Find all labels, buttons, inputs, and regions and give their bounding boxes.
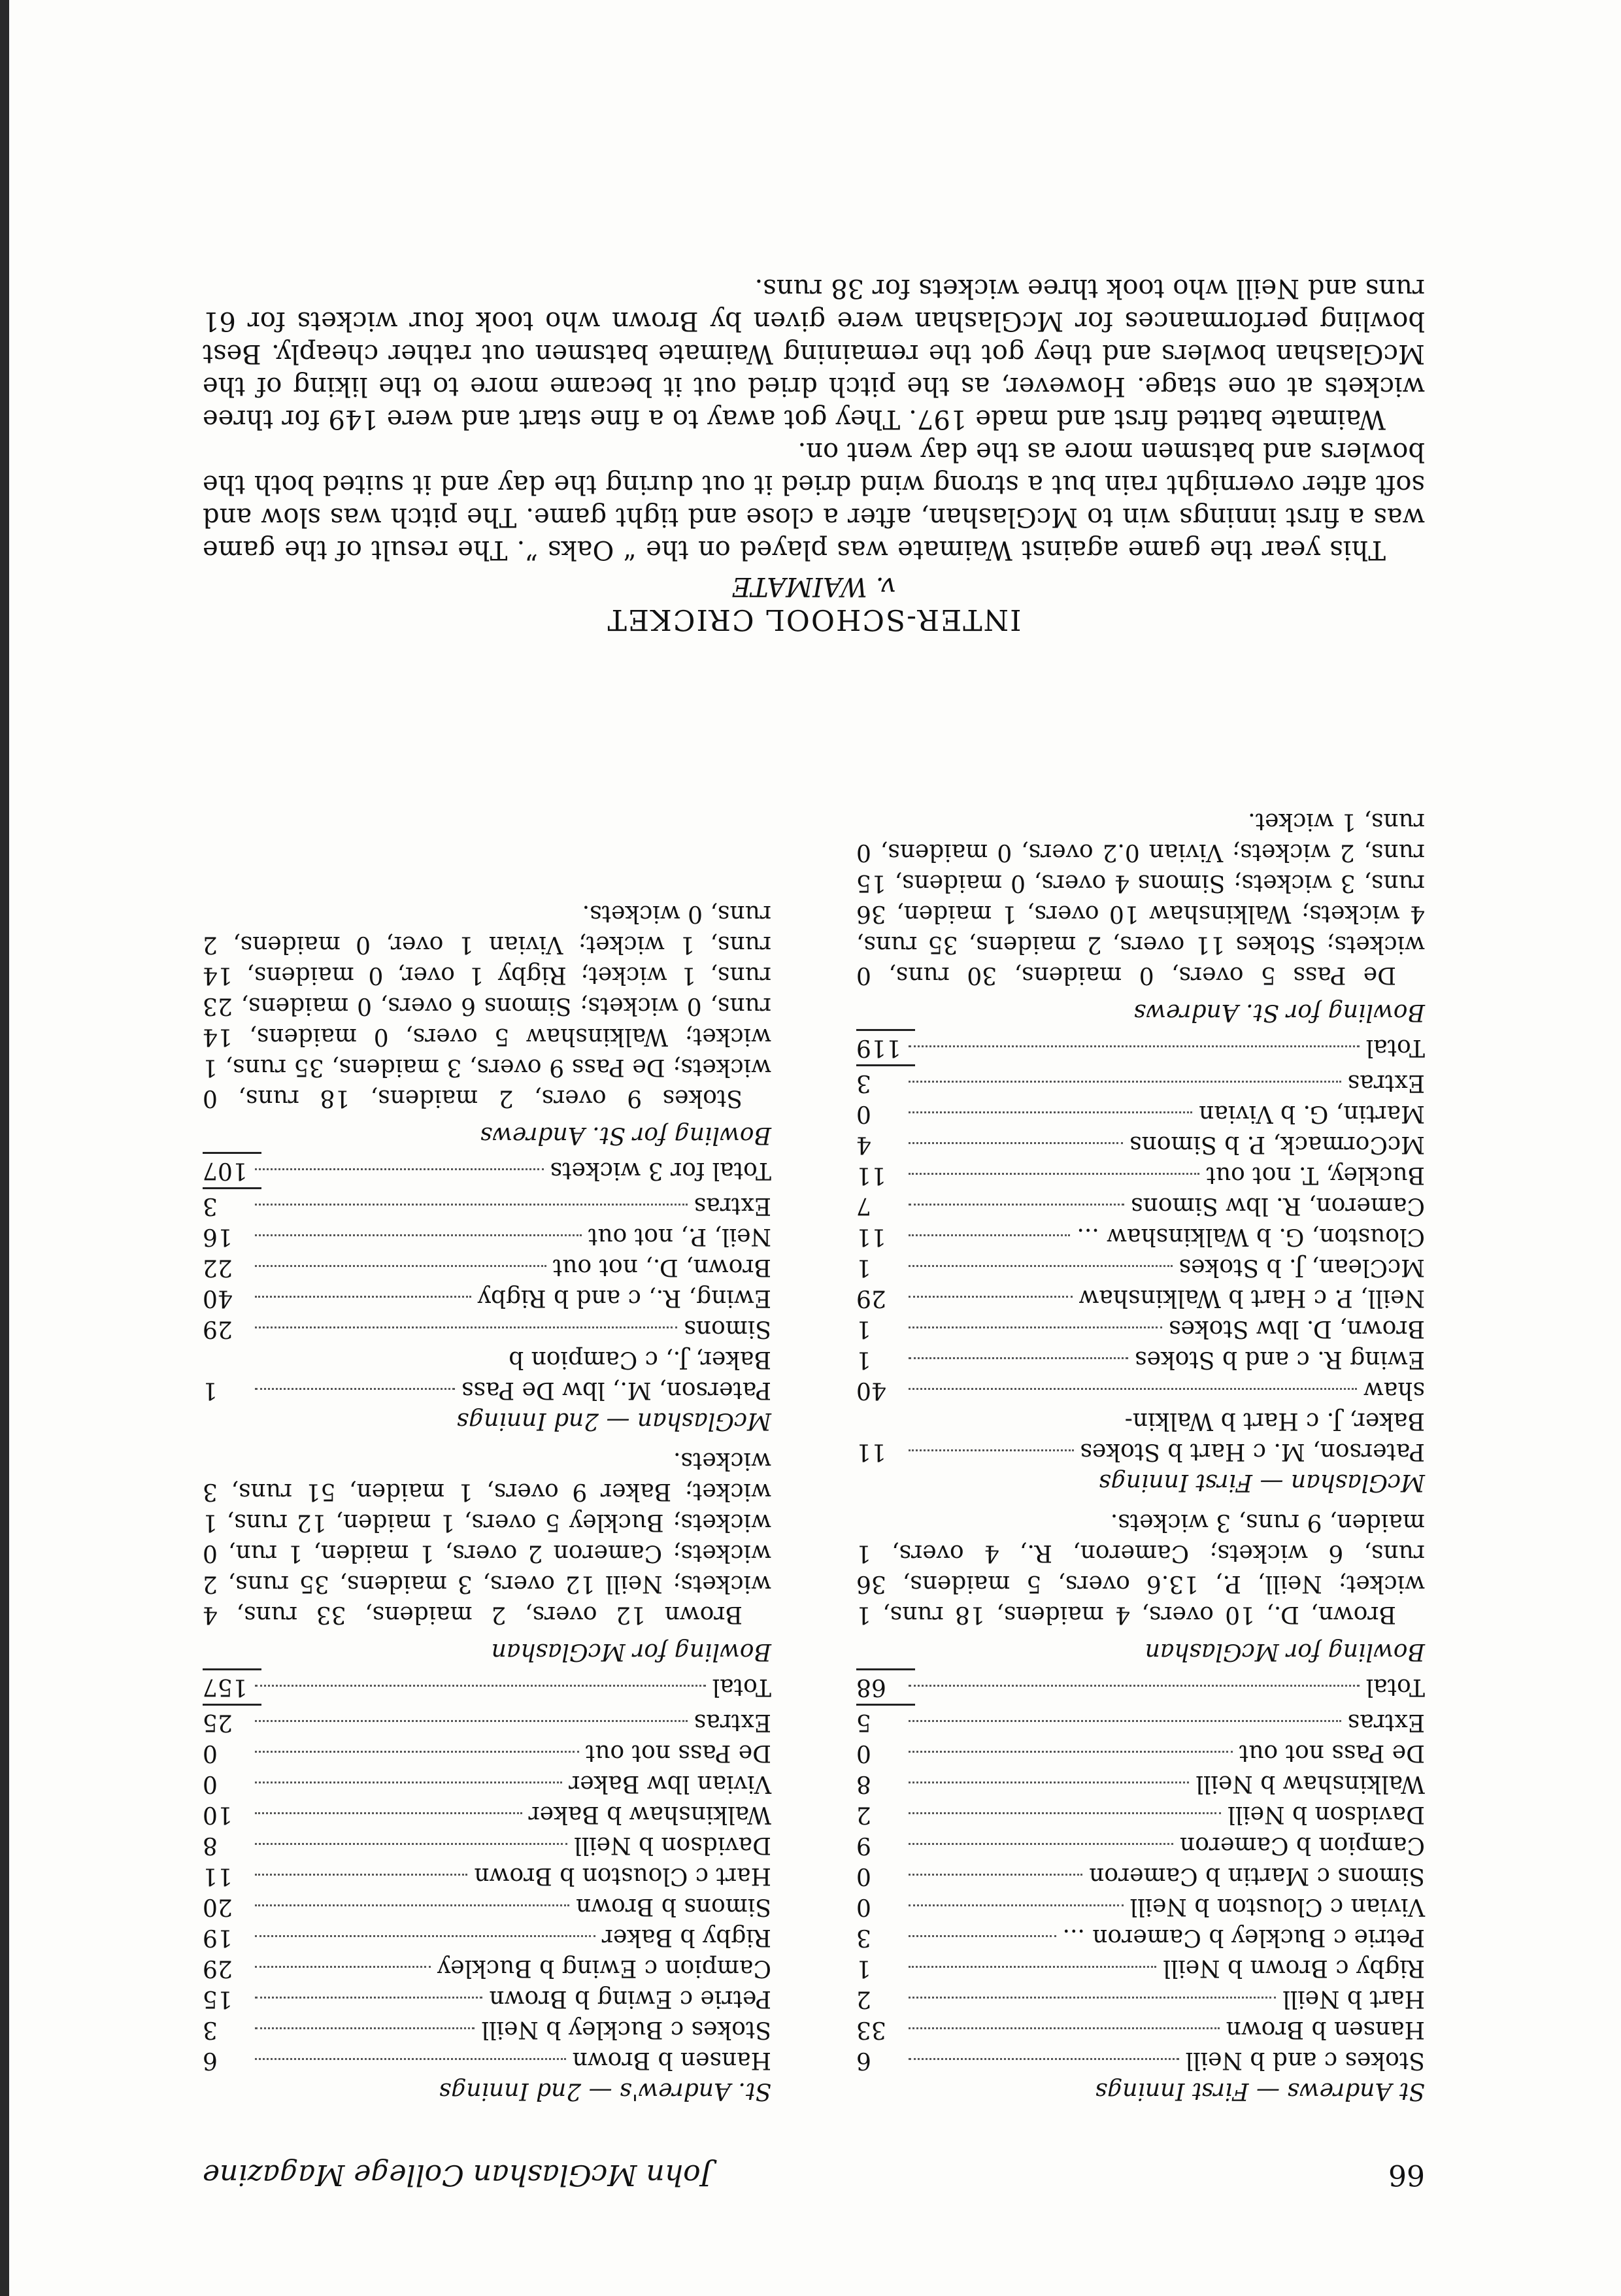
total-rule	[203, 1668, 261, 1670]
dot-leader	[909, 1781, 1189, 1783]
batsman-entry: Rigby c Brown b Neill	[1163, 1955, 1425, 1982]
score-row	[856, 1160, 1425, 1190]
total-value: 119	[856, 1034, 901, 1061]
score-row	[856, 1129, 1425, 1160]
section-title: Bowling for St. Andrews	[1133, 999, 1425, 1026]
batsman-entry: Vivian c Clouston b Neill	[1129, 1893, 1425, 1920]
batsman-entry: Extras	[694, 1192, 771, 1219]
scorecard-st-andrews-second	[203, 1707, 771, 2076]
dot-leader	[255, 1685, 706, 1687]
runs-value: 3	[856, 1070, 871, 1096]
batsman-entry: Stokes c Buckley b Neill	[481, 2016, 771, 2043]
dot-leader	[909, 1265, 1173, 1267]
runs-value: 5	[856, 1709, 871, 1736]
score-row	[203, 1344, 771, 1375]
dot-leader	[909, 1081, 1341, 1083]
total-rule	[856, 1668, 915, 1670]
section-heading: INTER-SCHOOL CRICKET	[606, 603, 1022, 636]
batsman-entry: Paterson, M., lbw De Pass	[461, 1377, 771, 1404]
batsman-entry: Neill, P. c Hart b Walkinshaw	[1078, 1285, 1425, 1311]
total-value: 107	[203, 1157, 248, 1184]
dot-leader	[909, 1812, 1221, 1814]
runs-value: 29	[203, 1955, 233, 1982]
dot-leader	[909, 1388, 1357, 1390]
batsman-entry: De Pass not out	[1239, 1740, 1425, 1766]
total-label: Total	[1365, 1674, 1425, 1700]
score-row	[203, 1768, 771, 1799]
batsman-entry: Hart c Clouston b Brown	[474, 1863, 771, 1889]
dot-leader	[255, 1204, 688, 1206]
score-row	[203, 1190, 771, 1221]
batsman-entry: Hart b Neill	[1282, 1985, 1425, 2012]
inter-school-section	[203, 272, 1425, 635]
bowling-figures: Stokes 9 overs, 2 maidens, 18 runs, 0 wickets; De Pass 9 overs, 3 maidens, 35 runs, 1 wicket; Walkinshaw 5 overs, 0 maidens, 14 runs, 0 wickets; Simons 6 overs, 0 maidens, 23 runs, 1 wicket; Rigby 1 over, 0 maidens, 14 runs, 1 wicket; Vivian 1 over, 0 maidens, 2 runs, 0 wickets.	[203, 900, 771, 1111]
score-row	[856, 1313, 1425, 1344]
dot-leader	[909, 2027, 1220, 2029]
scorecard-mcglashan-second	[203, 1190, 771, 1406]
dot-leader	[909, 2058, 1179, 2060]
score-row	[856, 1068, 1425, 1098]
score-row	[203, 1984, 771, 2014]
runs-value: 29	[203, 1315, 233, 1342]
runs-value: 1	[856, 1955, 871, 1982]
runs-value: 1	[856, 1254, 871, 1281]
dot-leader	[255, 1966, 431, 1968]
total-rule	[203, 1704, 261, 1706]
runs-value: 0	[856, 1100, 871, 1127]
total-label: Total	[1365, 1034, 1425, 1061]
dot-leader	[909, 1234, 1070, 1236]
section-title: McGlashan — 2nd Innings	[456, 1408, 771, 1434]
runs-value: 15	[203, 1985, 233, 2012]
batsman-entry: Davidson b Neill	[574, 1832, 771, 1859]
dot-leader	[255, 1326, 677, 1328]
section-title: St. Andrew's — 2nd Innings	[439, 2078, 771, 2104]
dot-leader	[255, 1997, 482, 1999]
left-column	[856, 797, 1425, 2106]
total-row	[203, 1672, 771, 1702]
runs-value: 1	[856, 1315, 871, 1342]
batsman-entry: Vivian lbw Baker	[569, 1770, 771, 1797]
batsman-entry: Extras	[1347, 1709, 1425, 1736]
runs-value: 25	[203, 1709, 233, 1736]
score-row	[856, 1861, 1425, 1891]
runs-value: 0	[203, 1770, 218, 1797]
score-row	[856, 1344, 1425, 1375]
score-row	[856, 1375, 1425, 1406]
batsman-entry: Buckley, T. not out	[1206, 1162, 1425, 1189]
batsman-entry: McCormack, P. b Simons	[1129, 1131, 1425, 1158]
dot-leader	[255, 1812, 522, 1814]
dot-leader	[255, 1265, 546, 1267]
score-row	[203, 1799, 771, 1830]
runs-value: 6	[856, 2047, 871, 2074]
total-rule	[856, 1704, 915, 1706]
score-row	[856, 1436, 1425, 1467]
batsman-entry: Campion c Ewing b Buckley	[437, 1955, 771, 1982]
score-row	[203, 1830, 771, 1861]
runs-value: 40	[856, 1377, 886, 1404]
total-label: Total for 3 wickets	[550, 1157, 771, 1184]
score-row	[856, 1190, 1425, 1221]
batsman-entry: Brown, D., not out	[552, 1254, 771, 1281]
runs-value: 3	[203, 2016, 218, 2043]
batsman-entry: Hansen b Brown	[1226, 2016, 1425, 2043]
runs-value: 3	[203, 1192, 218, 1219]
right-column	[203, 889, 771, 2106]
section-subheading: v. WAIMATE	[731, 571, 896, 601]
batsman-entry: Neil, P., not out	[588, 1223, 771, 1250]
batsman-entry: Davidson b Neill	[1228, 1801, 1425, 1828]
dot-leader	[909, 1997, 1276, 1999]
score-row	[856, 1738, 1425, 1768]
dot-leader	[255, 1296, 471, 1298]
score-row	[856, 1098, 1425, 1129]
runs-value: 7	[856, 1192, 871, 1219]
section-title: Bowling for McGlashan	[1145, 1638, 1425, 1665]
score-row	[856, 1406, 1425, 1436]
dot-leader	[909, 1142, 1123, 1144]
batsman-entry: Extras	[694, 1709, 771, 1736]
batsman-entry: Martin, G. b Vivian	[1199, 1100, 1425, 1127]
score-row	[203, 1313, 771, 1344]
batsman-entry: Ewing R. c and b Stokes	[1135, 1346, 1425, 1373]
dot-leader	[909, 1111, 1192, 1113]
score-row	[203, 1252, 771, 1283]
runs-value: 33	[856, 2016, 886, 2043]
runs-value: 19	[203, 1924, 233, 1951]
dot-leader	[255, 2058, 566, 2060]
runs-value: 11	[856, 1438, 886, 1465]
dot-leader	[255, 1904, 569, 1906]
batsman-entry: Simons c Martin b Cameron	[1089, 1863, 1425, 1889]
total-label: Total	[712, 1674, 771, 1700]
batsman-entry: Walkinshaw b Neill	[1195, 1770, 1425, 1797]
score-row	[856, 1221, 1425, 1252]
total-value: 68	[856, 1674, 886, 1700]
dot-leader	[909, 1843, 1173, 1845]
runs-value: 11	[856, 1223, 886, 1250]
batsman-entry: Simons	[684, 1315, 771, 1342]
dot-leader	[909, 1296, 1073, 1298]
runs-value: 0	[856, 1740, 871, 1766]
total-rule	[203, 1187, 261, 1189]
section-title: Bowling for St. Andrews	[480, 1122, 771, 1149]
runs-value: 3	[856, 1924, 871, 1951]
report-paragraph: This year the game against Waimate was played on the “ Oaks ”. The result of the game was a first innings win to McGlashan, after a close and tight game. The pitch was slow and soft after overnight rain but a strong wind dried it out during the day and it suited both the bowlers and batsmen more as the day went on.	[203, 437, 1425, 565]
runs-value: 2	[856, 1801, 871, 1828]
score-row	[856, 1799, 1425, 1830]
total-row	[203, 1155, 771, 1186]
batsman-entry: Extras	[1347, 1070, 1425, 1096]
runs-value: 11	[856, 1162, 886, 1189]
runs-value: 29	[856, 1285, 886, 1311]
page-header	[203, 2152, 1425, 2191]
dot-leader	[255, 1720, 688, 1722]
dot-leader	[255, 1168, 544, 1170]
score-row	[856, 1283, 1425, 1313]
section-title: St Andrews — First Innings	[1095, 2078, 1425, 2104]
score-row	[856, 1768, 1425, 1799]
batsman-entry: Simons b Brown	[576, 1893, 771, 1920]
dot-leader	[255, 1234, 582, 1236]
runs-value: 2	[856, 1985, 871, 2012]
score-row	[203, 1891, 771, 1922]
runs-value: 10	[203, 1801, 233, 1828]
runs-value: 6	[203, 2047, 218, 2074]
dot-leader	[909, 1045, 1360, 1047]
dot-leader	[909, 1720, 1341, 1722]
scorecard-mcglashan-first	[856, 1068, 1425, 1467]
section-title: McGlashan — First Innings	[1099, 1469, 1425, 1496]
runs-value: 8	[203, 1832, 218, 1859]
batsman-entry: Stokes c and b Neill	[1185, 2047, 1425, 2074]
score-row	[856, 1984, 1425, 2014]
batsman-entry: Petrie c Ewing b Brown	[489, 1985, 771, 2012]
batsman-entry: Clouston, G. b Walkinshaw ...	[1077, 1223, 1425, 1250]
dot-leader	[909, 1449, 1074, 1451]
dot-leader	[255, 1751, 579, 1753]
dot-leader	[909, 1326, 1162, 1328]
runs-value: 0	[203, 1740, 218, 1766]
dot-leader	[255, 1388, 455, 1390]
score-row	[203, 1283, 771, 1313]
total-rule	[856, 1029, 915, 1031]
batsman-entry: McClean, J. b Stokes	[1178, 1254, 1425, 1281]
section-title: Bowling for McGlashan	[491, 1638, 771, 1665]
score-row	[856, 2014, 1425, 2045]
score-row	[856, 1252, 1425, 1283]
runs-value: 8	[856, 1770, 871, 1797]
bowling-figures: Brown, D., 10 overs, 4 maidens, 18 runs, 1 wicket; Neill, P., 13.6 overs, 5 maidens, 36 runs, 6 wickets; Cameron, R., 4 overs, 1 maiden, 9 runs, 3 wickets.	[856, 1509, 1425, 1628]
score-row	[203, 1738, 771, 1768]
runs-value: 11	[203, 1863, 233, 1889]
batsman-entry: Hansen b Brown	[572, 2047, 771, 2074]
batsman-entry: Brown, D. lbw Stokes	[1169, 1315, 1425, 1342]
score-row	[203, 1375, 771, 1406]
score-row	[856, 2045, 1425, 2076]
dot-leader	[909, 1904, 1124, 1906]
batsman-entry: De Pass not out	[585, 1740, 771, 1766]
score-row	[856, 1953, 1425, 1984]
bowling-figures: Brown 12 overs, 2 maidens, 33 runs, 4 wickets; Neill 12 overs, 3 maidens, 35 runs, 2 wickets; Cameron 2 overs, 1 maiden, 1 run, 0 wickets; Buckley 5 overs, 1 maiden, 12 runs, 1 wicket; Baker 9 overs, 1 maiden, 51 runs, 3 wickets.	[203, 1447, 771, 1628]
page-number: 66	[1388, 2158, 1425, 2191]
total-row	[856, 1032, 1425, 1063]
dot-leader	[255, 1874, 467, 1876]
dot-leader	[909, 1935, 1056, 1937]
score-row	[203, 1922, 771, 1953]
dot-leader	[909, 1173, 1199, 1175]
batsman-entry: Baker, J. c Hart b Walkin-	[1124, 1408, 1425, 1434]
runs-value: 0	[856, 1863, 871, 1889]
score-row	[856, 1707, 1425, 1738]
runs-value: 1	[856, 1346, 871, 1373]
dot-leader	[909, 1751, 1233, 1753]
runs-value: 22	[203, 1254, 233, 1281]
dot-leader	[909, 1874, 1082, 1876]
batsman-entry: Campion b Cameron	[1179, 1832, 1425, 1859]
score-row	[856, 1830, 1425, 1861]
dot-leader	[909, 1966, 1156, 1968]
runs-value: 40	[203, 1285, 233, 1311]
total-value: 157	[203, 1674, 248, 1700]
score-row	[856, 1891, 1425, 1922]
score-row	[203, 1707, 771, 1738]
dot-leader	[255, 2027, 475, 2029]
dot-leader	[255, 1781, 562, 1783]
score-row	[856, 1922, 1425, 1953]
report-paragraph: Waimate batted first and made 197. They got away to a fine start and were 149 for three wickets at one stage. However, as the pitch dried out it became more to the liking of the McGlashan bowlers and they got the remaining Waimate batsmen out rather cheaply. Best bowling performances for McGlashan were given by Brown who took four wickets for 61 runs and Neill who took three wickets for 38 runs.	[203, 273, 1425, 434]
runs-value: 9	[856, 1832, 871, 1859]
total-rule	[856, 1064, 915, 1066]
runs-value: 16	[203, 1223, 233, 1250]
batsman-entry: shaw	[1363, 1377, 1425, 1404]
score-row	[203, 1861, 771, 1891]
batsman-entry: Baker, J., c Campion b	[509, 1346, 771, 1373]
bowling-figures: De Pass 5 overs, 0 maidens, 30 runs, 0 wickets; Stokes 11 overs, 2 maidens, 35 runs, 4 wickets; Walkinshaw 10 overs, 1 maiden, 36 runs, 3 wickets; Simons 4 overs, 0 maidens, 15 runs, 2 wickets; Vivian 0.2 overs, 0 maidens, 0 runs, 1 wicket.	[856, 808, 1425, 988]
score-row	[203, 1953, 771, 1984]
runs-value: 0	[856, 1893, 871, 1920]
scorecard-st-andrews-first	[856, 1707, 1425, 2076]
dot-leader	[255, 1935, 595, 1937]
batsman-entry: Petrie c Buckley b Cameron ...	[1062, 1924, 1425, 1951]
batsman-entry: Cameron, R. lbw Simons	[1131, 1192, 1425, 1219]
runs-value: 20	[203, 1893, 233, 1920]
dot-leader	[909, 1357, 1128, 1359]
batsman-entry: Walkinshaw b Baker	[528, 1801, 771, 1828]
runs-value: 4	[856, 1131, 871, 1158]
total-rule	[203, 1152, 261, 1154]
running-title: John McGlashan College Magazine	[203, 2158, 712, 2191]
score-row	[203, 2045, 771, 2076]
score-row	[203, 2014, 771, 2045]
batsman-entry: Paterson, M. c Hart b Stokes	[1080, 1438, 1425, 1465]
runs-value: 1	[203, 1377, 218, 1404]
dot-leader	[909, 1685, 1360, 1687]
dot-leader	[909, 1204, 1124, 1206]
batsman-entry: Ewing, R., c and b Rigby	[477, 1285, 771, 1311]
dot-leader	[255, 1843, 567, 1845]
batsman-entry: Rigby b Baker	[601, 1924, 771, 1951]
total-row	[856, 1672, 1425, 1702]
score-row	[203, 1221, 771, 1252]
